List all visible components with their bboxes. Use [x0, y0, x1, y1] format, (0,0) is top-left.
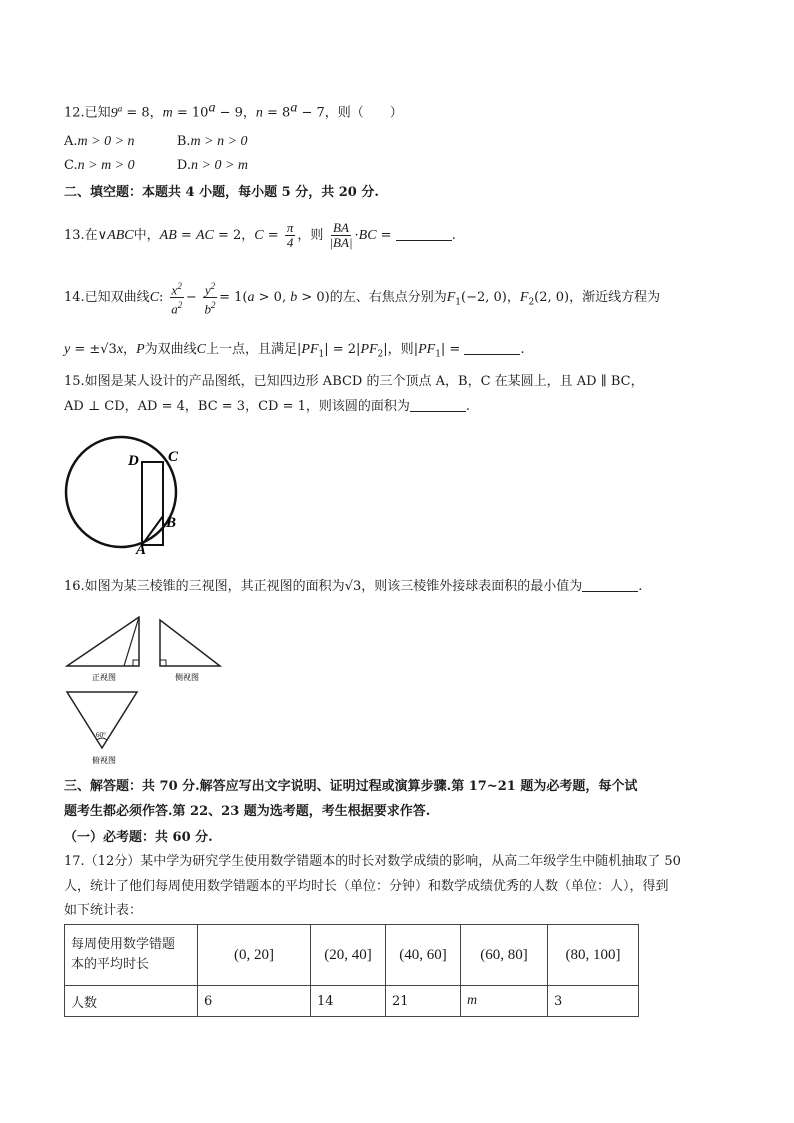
label-d: D — [128, 453, 139, 469]
q14-line-2: y = ±√3x，P为双曲线C上一点，且满足$|PF_1| = 2|PF_2|$，则$|PF_1|$ = . — [64, 342, 525, 360]
q14-l2e: . — [520, 342, 525, 357]
top-angle-label: 60° — [96, 731, 106, 739]
label-a: A — [136, 542, 147, 557]
q12-options-row-1 — [64, 133, 248, 151]
label-b: B — [166, 515, 177, 531]
side-right-angle-mark — [160, 660, 166, 666]
front-right-angle-mark — [133, 660, 139, 666]
option-b-text: m > n > 0 — [190, 134, 248, 149]
q12-options-row-2 — [64, 157, 248, 175]
q15-tail: . — [465, 399, 471, 414]
option-d-label: D. — [176, 158, 192, 173]
header-label-line-1: 每周使用数学错题 — [71, 937, 176, 952]
front-view-label: 正视图 — [92, 673, 116, 682]
q12-prefix: 12.已知 — [64, 105, 111, 121]
option-a-text: m > 0 > n — [77, 134, 135, 149]
q17-line-2: 人，统计了他们每周使用数学错题本的平均时长（单位：分钟）和数学成绩优秀的人数（单位：人），得到 — [64, 879, 669, 894]
option-d-text: n > 0 > m — [191, 158, 249, 173]
q14-mid: 的左、右焦点分别为 — [329, 290, 447, 305]
q15-circle-figure — [62, 432, 182, 557]
q12-suffix: ，则（ ） — [324, 105, 403, 121]
q14-frac-x: $\frac{x^2}{a^2}$ — [171, 280, 183, 317]
top-view-triangle — [67, 692, 137, 748]
table-cell: (20, 40] — [311, 925, 386, 986]
header-label-line-2: 本的平均时长 — [71, 957, 150, 972]
q14-l2b: 为双曲线 — [144, 342, 197, 357]
q14-l2c: 上一点，且满足 — [205, 342, 297, 357]
option-c-label: C. — [64, 158, 78, 173]
front-view-inner-edge — [124, 617, 139, 666]
q13-mid2: ，则 — [297, 228, 324, 243]
side-view-triangle — [160, 620, 220, 666]
q16-tail: . — [638, 579, 643, 594]
q13-vector-fraction: $\frac{BA}{|BA|}$ — [329, 220, 353, 250]
option-a-label: A. — [64, 134, 78, 149]
table-cell: 3 — [548, 986, 639, 1017]
option-c-text: n > m > 0 — [77, 158, 135, 173]
q17-line-3: 如下统计表： — [64, 903, 143, 918]
top-view-label: 俯视图 — [92, 756, 116, 765]
table-cell: (60, 80] — [461, 925, 548, 986]
q14-frac-y: $\frac{y^2}{b^2}$ — [204, 280, 216, 317]
q15-answer-blank — [410, 399, 466, 412]
section-3-subheading: （一）必考题：共 60 分. — [64, 830, 213, 845]
q16-prefix: 16.如图为某三棱锥的三视图，其正视图的面积为 — [64, 579, 345, 594]
q17-line-1: 17.（12分）某中学为研究学生使用数学错题本的时长对数学成绩的影响，从高二年级学生中随机抽取了 50 — [64, 854, 681, 869]
table-row-label: 人数 — [65, 986, 198, 1017]
q14-l2d: ，则 — [387, 342, 414, 357]
q17-statistics-table — [64, 924, 639, 1017]
table-cell: (0, 20] — [198, 925, 311, 986]
q16-answer-blank — [582, 579, 638, 592]
section-2-heading: 二、填空题：本题共 4 小题，每小题 5 分，共 20 分. — [64, 185, 379, 200]
section-3-heading-line-1: 三、解答题：共 70 分.解答应写出文字说明、证明过程或演算步骤.第 17~21 题为必考题，每个试 — [64, 779, 638, 794]
q14-line-1: 14.已知双曲线C: $\frac{x^2}{a^2}$ − $\frac{y^2}{b^2}$ = 1(a > 0, b > 0)的左、右焦点分别为$F_1(-2$, 0)，$F_2(2$, 0)，渐近线方程为 — [64, 280, 661, 317]
label-c: C — [168, 449, 179, 465]
table-cell: 21 — [386, 986, 461, 1017]
q14-prefix: 14.已知双曲线 — [64, 290, 150, 305]
table-cell: 6 — [198, 986, 311, 1017]
q16-stem: 16.如图为某三棱锥的三视图，其正视图的面积为√3，则该三棱锥外接球表面积的最小值为 . — [64, 579, 643, 594]
table-cell: m — [461, 986, 548, 1017]
q13-stem: 13.在∨ABC中，AB = AC = 2，C = $\frac{\pi}{4}$ ，则 $\frac{BA}{|BA|}$ ·BC = . — [64, 220, 456, 250]
q13-prefix: 13.在∨ — [64, 228, 108, 243]
option-b-label: B. — [176, 134, 191, 149]
q16-three-views-figure — [62, 612, 232, 772]
side-view-label: 侧视图 — [175, 673, 199, 682]
q14-answer-blank — [464, 342, 520, 355]
q15-line-2 — [64, 398, 470, 416]
q14-l2a: ， — [123, 342, 137, 357]
table-cell: (40, 60] — [386, 925, 461, 986]
table-row — [65, 925, 639, 986]
q13-fraction-c: $\frac{\pi}{4}$ — [286, 220, 294, 250]
front-view-triangle — [67, 617, 139, 666]
q15-line2-text: AD ⊥ CD，AD = 4，BC = 3，CD = 1，则该圆的面积为 — [64, 399, 410, 414]
table-cell: 14 — [311, 986, 386, 1017]
table-header-label — [65, 925, 198, 986]
section-3-heading-line-2: 题考生都必须作答.第 22、23 题为选考题，考生根据要求作答. — [64, 804, 431, 819]
q13-mid1: 中， — [133, 228, 160, 243]
q15-line-1: 15.如图是某人设计的产品图纸，已知四边形 ABCD 的三个顶点 A，B，C 在某圆上，且 AD ∥ BC， — [64, 374, 644, 389]
q13-answer-blank — [396, 228, 452, 241]
table-cell: (80, 100] — [548, 925, 639, 986]
q12-stem: 12.已知$9^a = 8$，$m = 10^a - 9$，$n = 8^a - 7$，则（ ） — [64, 100, 403, 121]
q16-suffix: ，则该三棱锥外接球表面积的最小值为 — [361, 579, 583, 594]
q13-tail: . — [451, 228, 456, 243]
table-row — [65, 986, 639, 1017]
q14-tail: ，渐近线方程为 — [569, 290, 661, 305]
circle — [66, 437, 176, 547]
